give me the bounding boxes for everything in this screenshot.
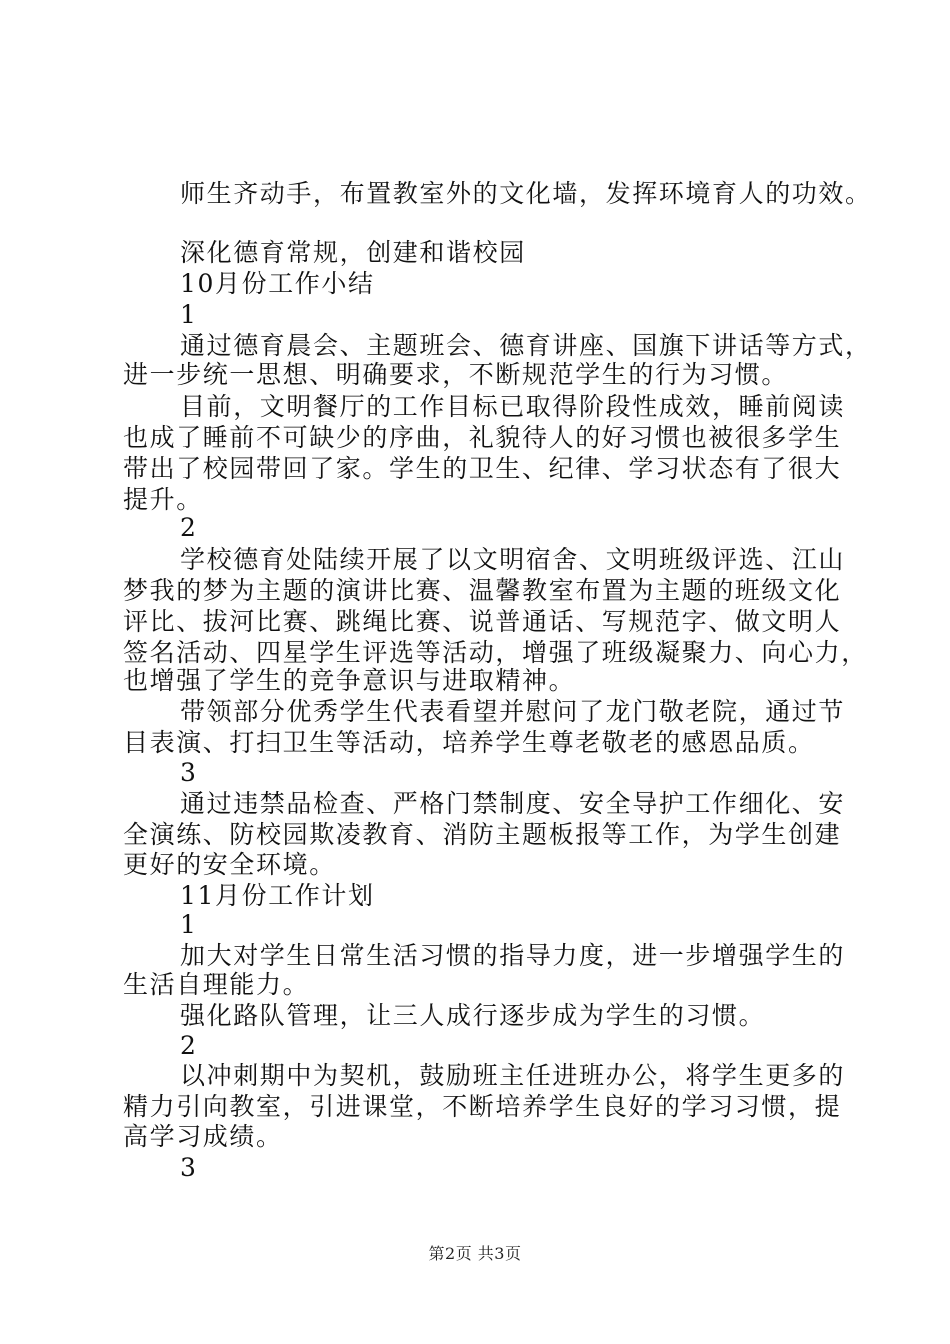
paragraph-line: 全演练、防校园欺凌教育、消防主题板报等工作，为学生创建: [123, 820, 842, 849]
paragraph-line: 带出了校园带回了家。学生的卫生、纪律、学习状态有了很大: [123, 454, 842, 483]
paragraph-line: 带领部分优秀学生代表看望并慰问了龙门敬老院，通过节: [180, 697, 846, 726]
item-number: 2: [180, 513, 198, 542]
item-number: 3: [180, 758, 198, 787]
paragraph-line: 以冲刺期中为契机，鼓励班主任进班办公，将学生更多的: [180, 1061, 846, 1090]
paragraph-line: 通过违禁品检查、严格门禁制度、安全导护工作细化、安: [180, 789, 846, 818]
paragraph-line: 生活自理能力。: [123, 970, 310, 999]
page-footer: 第2页 共3页: [428, 1244, 522, 1263]
paragraph-line: 通过德育晨会、主题班会、德育讲座、国旗下讲话等方式，: [180, 331, 872, 360]
paragraph-line: 学校德育处陆续开展了以文明宿舍、文明班级评选、江山: [180, 545, 846, 574]
paragraph-line: 梦我的梦为主题的演讲比赛、温馨教室布置为主题的班级文化: [123, 576, 842, 605]
subsection-heading: 10月份工作小结: [180, 269, 375, 298]
paragraph-line: 强化路队管理，让三人成行逐步成为学生的习惯。: [180, 1001, 766, 1030]
paragraph-line: 师生齐动手，布置教室外的文化墙，发挥环境育人的功效。: [180, 179, 872, 208]
section-heading: 深化德育常规，创建和谐校园: [180, 238, 526, 267]
paragraph-line: 也成了睡前不可缺少的序曲，礼貌待人的好习惯也被很多学生: [123, 423, 842, 452]
paragraph-line: 目表演、打扫卫生等活动，培养学生尊老敬老的感恩品质。: [123, 728, 815, 757]
paragraph-line: 目前，文明餐厅的工作目标已取得阶段性成效，睡前阅读: [180, 392, 846, 421]
paragraph-line: 高学习成绩。: [123, 1122, 283, 1151]
paragraph-line: 进一步统一思想、明确要求，不断规范学生的行为习惯。: [123, 360, 789, 389]
paragraph-line: 更好的安全环境。: [123, 850, 336, 879]
paragraph-line: 提升。: [123, 485, 203, 514]
subsection-heading: 11月份工作计划: [180, 881, 375, 910]
item-number: 3: [180, 1153, 198, 1182]
paragraph-line: 加大对学生日常生活习惯的指导力度，进一步增强学生的: [180, 941, 846, 970]
paragraph-line: 精力引向教室，引进课堂，不断培养学生良好的学习习惯，提: [123, 1092, 842, 1121]
item-number: 2: [180, 1031, 198, 1060]
paragraph-line: 签名活动、四星学生评选等活动，增强了班级凝聚力、向心力，: [123, 638, 868, 667]
paragraph-line: 也增强了学生的竞争意识与进取精神。: [123, 666, 576, 695]
paragraph-line: 评比、拔河比赛、跳绳比赛、说普通话、写规范字、做文明人: [123, 607, 842, 636]
item-number: 1: [180, 300, 198, 329]
item-number: 1: [180, 910, 198, 939]
